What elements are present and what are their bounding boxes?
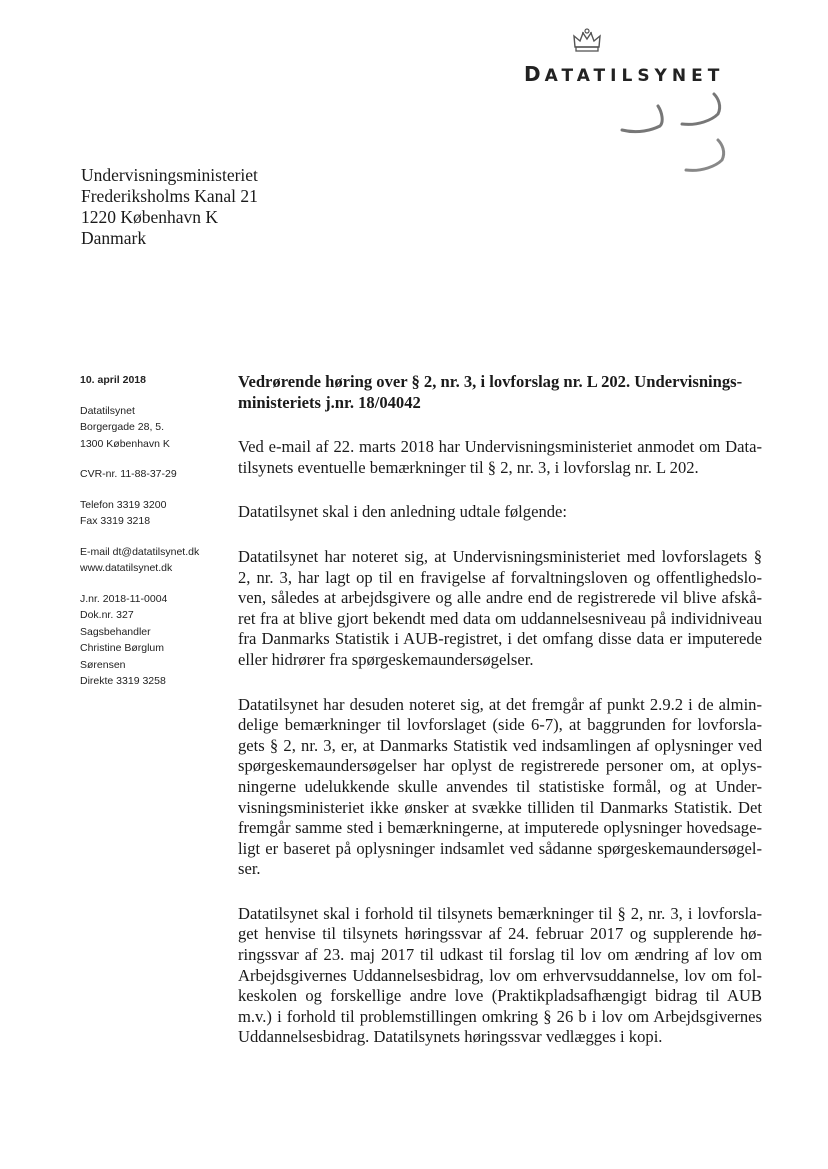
contact-block bbox=[80, 544, 199, 577]
recipient-address bbox=[81, 165, 258, 249]
address-line: 1220 København K bbox=[81, 207, 219, 227]
address-line: Danmark bbox=[81, 228, 147, 248]
case-line: Dok.nr. 327 bbox=[80, 609, 134, 621]
subject-line: Vedrørende høring over § 2, nr. 3, i lovforslag nr. L 202. Undervisnings- bbox=[238, 372, 743, 391]
letter-body bbox=[238, 372, 762, 1072]
phone-line: Fax 3319 3218 bbox=[80, 515, 151, 527]
sender-line: Borgergade 28, 5. bbox=[80, 421, 165, 433]
paragraph-3: Datatilsynet har noteret sig, at Undervisningsministeriet med lovforslagets § 2, nr. 3, har lagt op til en fravigelse af forvaltningsloven og offentlighedslo- ven, således at arbejdsgivere og alle andre end de registrerede vil blive afskå- ret fra at blive gjort bekendt med data om uddannelsesniveau på individniveau fra Danmarks Statistik i AUB-registret, i det omfang disse data er imputerede eller hidrører fra spørgeskemaundersøgelser. bbox=[238, 546, 762, 669]
logo bbox=[524, 28, 754, 88]
organization-logo-text: DATATILSYNET bbox=[524, 62, 725, 86]
case-line: Sørensen bbox=[80, 658, 126, 671]
case-line: Sagsbehandler bbox=[80, 625, 151, 638]
sender-address bbox=[80, 403, 199, 453]
sender-sidebar bbox=[80, 372, 199, 704]
case-line: Direkte 3319 3258 bbox=[80, 675, 166, 687]
email-line: E-mail dt@datatilsynet.dk bbox=[80, 545, 200, 558]
letter-date: 10. april 2018 bbox=[80, 374, 146, 386]
paragraph-5: Datatilsynet skal i forhold til tilsynets bemærkninger til § 2, nr. 3, i lovforsla- get henvise til tilsynets høringssvar af 24. februar 2017 og supplerende hø- ringssvar af 23. maj 2017 til udkast til forslag til lov om ændring af lov om Arbejdsgivernes Uddannelsesbidrag, lov om erhvervsuddannelse, lov om fol- keskolen og forskellige andre love (Praktikpladsafhængigt bidrag til AUB m.v.) i forhold til problemstillingen omkring § 26 b i lov om Arbejdsgivernes Uddannelsesbidrag. Datatilsynets høringssvar vedlægges i kopi. bbox=[238, 903, 762, 1047]
letter-subject bbox=[238, 372, 762, 413]
sender-line: 1300 København K bbox=[80, 437, 170, 450]
paragraph-2: Datatilsynet skal i den anledning udtale følgende: bbox=[238, 502, 568, 522]
paragraph-1: Ved e-mail af 22. marts 2018 har Undervisningsministeriet anmodet om Data- tilsynets eventuelle bemærkninger til § 2, nr. 3, i lovforslag nr. L 202. bbox=[238, 437, 762, 477]
sender-line: Datatilsynet bbox=[80, 404, 135, 417]
address-line: Frederiksholms Kanal 21 bbox=[81, 186, 258, 206]
case-line: Christine Børglum bbox=[80, 642, 165, 654]
phone-line: Telefon 3319 3200 bbox=[80, 498, 167, 511]
paragraph-4: Datatilsynet har desuden noteret sig, at det fremgår af punkt 2.9.2 i de almin- delige bemærkninger til lovforslaget (side 6-7), at baggrunden for lovforsla- gets § 2, nr. 3, er, at Danmarks Statistik ved indsamlingen af oplysninger ved spørgeskemaundersøgelser har oplyst de registrerede personer om, at oplys- ningerne udelukkende skulle anvendes til statistiske formål, og at Under- visningsministeriet ikke ønsker at svække tilliden til Danmarks Statistik. Det fremgår samme sted i bemærkningerne, at imputerede oplysninger hovedsage- ligt er baseret på oplysninger indsamlet ved sådanne spørgeskemaundersøgel- ser. bbox=[238, 694, 762, 879]
crown-icon bbox=[572, 28, 602, 54]
website-line: www.datatilsynet.dk bbox=[80, 562, 173, 574]
cvr-number: CVR-nr. 11-88-37-29 bbox=[80, 468, 177, 480]
case-block bbox=[80, 591, 199, 690]
case-line: J.nr. 2018-11-0004 bbox=[80, 592, 168, 605]
handwritten-marks bbox=[618, 90, 738, 182]
address-line: Undervisningsministeriet bbox=[81, 165, 258, 185]
subject-line: ministeriets j.nr. 18/04042 bbox=[238, 392, 421, 412]
phone-block bbox=[80, 497, 199, 530]
